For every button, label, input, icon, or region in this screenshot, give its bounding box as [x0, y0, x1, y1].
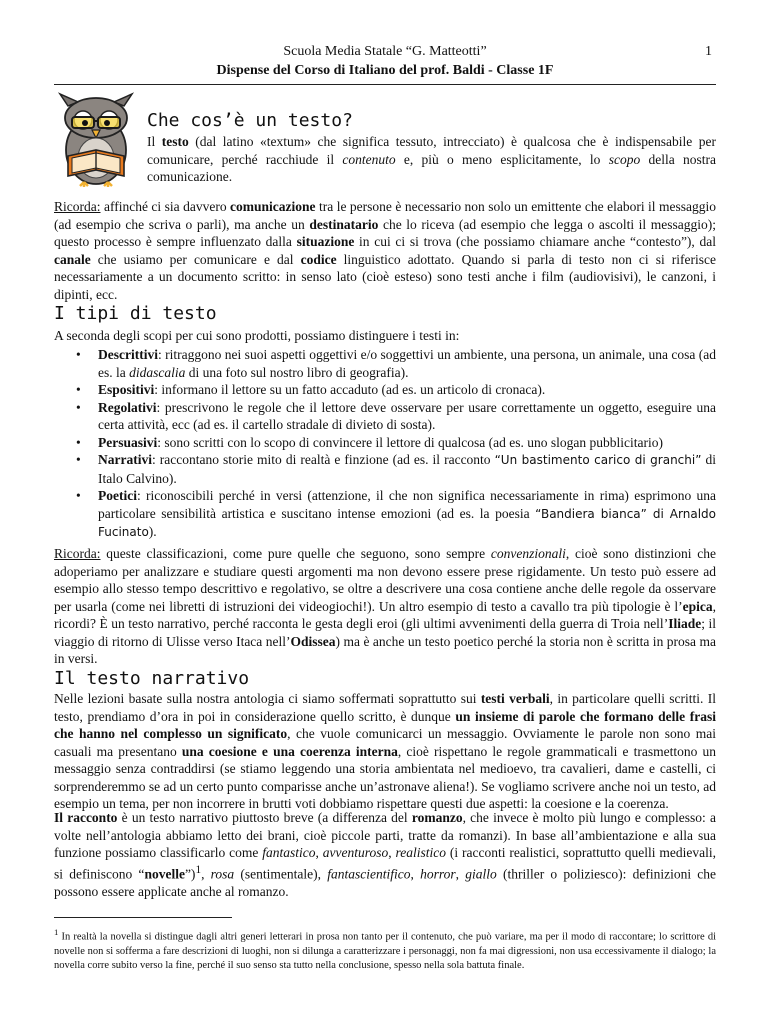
text-run: contenuto	[342, 151, 396, 167]
text-run: : sono scritti con lo scopo di convincere il lettore di qualcosa (ad es. uno slogan pubblicitario)	[157, 434, 663, 450]
list-item	[54, 487, 716, 542]
text-run: (sentimentale),	[234, 866, 328, 881]
text-run: Il	[147, 134, 162, 149]
narrative-paragraph-2	[54, 809, 716, 900]
text-run: che usiamo per comunicare e dal	[90, 251, 301, 267]
text-run: tra le persone è necessario non solo un emittente che elabori il messaggio (ad esempio che scriva o parli), ma anche un	[54, 199, 716, 232]
text-run: , che invece è molto più lungo e complesso: a volte nell’antologia abbiamo letto dei brani, cioè piccole parti, tratte da romanzi). In base all’ambientazione e alla sua funzione possiamo classificarlo come	[54, 810, 716, 860]
text-run: scopo	[608, 151, 641, 167]
text-run: codice	[300, 251, 337, 267]
narrative-paragraph-1	[54, 690, 716, 813]
bullet-icon: •	[76, 382, 81, 397]
text-run: (dal latino «textum» che significa tessuto, intrecciato) è qualcosa che è indispensabile per comunicare, perché racchiude il	[147, 134, 716, 167]
header-rule	[54, 84, 716, 85]
text-run: Narrativi	[98, 452, 152, 467]
text-run: destinatario	[309, 216, 379, 232]
text-run: comunicazione	[230, 199, 316, 214]
list-item	[54, 434, 716, 452]
text-run: Poetici	[98, 488, 137, 503]
bullet-icon: •	[76, 488, 81, 503]
text-run: ).	[148, 524, 157, 539]
text-run: una coesione e una coerenza interna	[181, 743, 398, 759]
ricorda-paragraph-1	[54, 198, 716, 303]
text-run: Espositivi	[98, 382, 155, 397]
text-run: testo	[161, 134, 189, 149]
text-types-list	[54, 346, 716, 542]
text-run: Regolativi	[98, 399, 157, 415]
list-item	[54, 451, 716, 487]
text-run: novelle	[144, 866, 185, 881]
page-number: 1	[705, 44, 712, 59]
text-run: Nelle lezioni basate sulla nostra antologia ci siamo soffermati soprattutto sui	[54, 691, 481, 706]
text-run: epica	[682, 598, 713, 614]
list-item	[54, 399, 716, 434]
text-run: convenzionali	[490, 546, 566, 561]
text-run: Iliade	[668, 616, 702, 631]
text-run: Il racconto	[54, 810, 118, 825]
footnote-rule	[54, 917, 232, 918]
bullet-icon: •	[76, 452, 81, 467]
text-run: Ricorda:	[54, 199, 101, 214]
text-run: “Bandiera bianca” di Arnaldo Fucinato	[98, 506, 716, 539]
text-run: fantascientifico	[327, 866, 411, 881]
text-run: Ricorda:	[54, 546, 101, 561]
text-run: affinché ci sia davvero	[100, 199, 231, 214]
text-run: ) ma è anche un testo poetico perché la storia non è scritta in prosa ma in versi.	[54, 633, 716, 666]
text-run: di Italo Calvino).	[98, 452, 716, 486]
course-title: Dispense del Corso di Italiano del prof. Baldi - Classe 1F	[216, 63, 554, 78]
text-run: giallo	[465, 866, 497, 881]
text-run: rosa	[210, 866, 235, 881]
text-run: ; il viaggio di ritorno di Ulisse verso Itaca nell’	[54, 616, 716, 649]
text-run: ,	[455, 866, 466, 881]
text-run: : prescrivono le regole che il lettore deve osservare per usare correttamente un oggetto, eseguire una certa attività, ecc (ad es. il cartello stradale di divieto di sosta).	[98, 399, 716, 432]
text-run: : ritraggono nei suoi aspetti oggettivi e/o soggettivi un ambiente, una persona, un animale, una cosa (ad es. la	[98, 347, 716, 380]
text-run: ,	[410, 866, 421, 881]
text-run: e, più o meno esplicitamente, lo	[395, 151, 609, 167]
text-run: : riconoscibili perché in versi (attenzione, il che non significa necessariamente in rima) esprimono una particolare sensibilità artistica e suscitano intense emozioni (ad es. la poesia	[98, 488, 716, 521]
text-run: 1	[195, 863, 202, 876]
bullet-icon: •	[76, 399, 81, 415]
text-run: fantastico	[262, 845, 316, 860]
list-item	[54, 381, 716, 399]
bullet-icon: •	[76, 347, 81, 362]
text-run: , cioè sono distinzioni che adoperiamo per analizzare e studiare questi argomenti ma non devono essere prese rigidamente. Un testo può essere ad esempio allo stesso tempo descrittivo e regolativo, se oltre a descrivere una cosa contiene anche delle regole da osservare per usarla (come nei libretti di istruzioni dei videogiochi!). Un altro esempio di testo a cavallo tra più tipologie è l’	[54, 546, 716, 614]
intro-paragraph	[147, 133, 716, 186]
text-run: Descrittivi	[98, 347, 158, 362]
list-item	[54, 346, 716, 381]
text-run: “Un bastimento carico di granchi”	[494, 453, 702, 467]
text-run: , ricordi? È un testo narrativo, perché racconta le gesta degli eroi (gli ultimi avvenimenti della guerra di Troia nell’	[54, 598, 716, 631]
text-types-lead: A seconda degli scopi per cui sono prodotti, possiamo distinguere i testi in:	[54, 328, 460, 343]
text-run: , che vuole comunicarci un messaggio. Ovviamente le parole non sono mai casuali ma presentano	[54, 726, 716, 759]
text-run: realistico	[395, 845, 447, 860]
text-run: della nostra comunicazione.	[147, 151, 716, 184]
text-run: (i racconti realistici, soprattutto quelli medievali, si definiscono “	[54, 845, 717, 881]
text-run: queste classificazioni, come pure quelle che seguono, sono sempre	[100, 546, 491, 561]
text-run: ,	[315, 845, 323, 860]
text-run: Persuasivi	[98, 434, 158, 450]
bullet-icon: •	[76, 434, 81, 450]
footnote	[54, 925, 716, 973]
section-title-what-is-text: Che cos’è un testo?	[147, 110, 353, 131]
text-run: : raccontano storie mito di realtà e finzione (ad es. il racconto	[151, 452, 495, 467]
text-run: ,	[201, 866, 211, 881]
text-run: In realtà la novella si distingue dagli altri generi letterari in prosa non tanto per il contenuto, che può variare, ma per il modo di raccontare; lo scrittore di novelle non si sofferma a fare descrizioni di luoghi, non si dilunga a caratterizzare i personaggi, non fa mai digressioni, non usa eccessivamente il dialogo; la novella corre subito verso la fine, perché il suo senso sta tutto nella conclusione, spesso nella sola battuta finale.	[54, 931, 716, 971]
text-run: ”)	[184, 866, 196, 881]
text-run: che lo riceva (ad esempio che legga o ascolti il messaggio); questo processo è sempre influenzato dalla	[54, 216, 716, 249]
section-title-narrative-text: Il testo narrativo	[54, 668, 250, 689]
owl-reading-book-icon	[54, 92, 138, 188]
text-run: (thriller o poliziesco): definizioni che possono essere applicate anche al romanzo.	[54, 866, 717, 899]
text-run: situazione	[296, 234, 355, 249]
text-run: di una foto sul nostro libro di geografia).	[185, 364, 409, 380]
text-run: 1	[54, 927, 59, 937]
text-run: : informano il lettore su un fatto accaduto (ad es. un articolo di cronaca).	[154, 382, 546, 397]
text-run: è un testo narrativo piuttosto breve (a differenza del	[117, 810, 412, 825]
text-run: ,	[388, 845, 396, 860]
text-run: testi verbali	[480, 691, 550, 706]
text-run: linguistico adottato. Quando si parla di testo non ci si riferisce necessariamente a un documento scritto: in senso lato (cioè esteso) sono testi anche i film (audiovisivi), le canzoni, i dipinti, ecc.	[54, 251, 716, 302]
text-run: avventuroso	[322, 845, 389, 860]
text-run: , in particolare quelli scritti. Il testo, prendiamo d’ora in poi in considerazione quello scritto, è dunque	[54, 691, 717, 724]
text-run: canale	[54, 251, 91, 267]
text-run: , cioè rispettano le regole grammaticali e trasmettono un messaggio senza contraddirsi (se stiamo leggendo una storia ambientata nel medioevo, tra cavalieri, dame e castelli, ci sorprenderemmo se ad un certo punto comparisse anche un’astronave aliena!). Se vogliamo scrivere anche noi un testo, ad esempio un tema, per non incorrere in brutti voti dobbiamo rispettare questi due aspetti: la coesione e la coerenza.	[54, 743, 717, 811]
text-run: in cui ci si trova (che possiamo chiamare anche “contesto”), dal	[354, 234, 716, 249]
text-run: horror	[420, 866, 456, 881]
ricorda-paragraph-2	[54, 545, 716, 668]
text-run: un insieme di parole che formano delle frasi che hanno nel complesso un significato	[54, 708, 716, 741]
text-run: Odissea	[290, 633, 336, 649]
text-run: didascalia	[129, 364, 186, 380]
section-title-text-types: I tipi di testo	[54, 303, 217, 324]
school-name: Scuola Media Statale “G. Matteotti”	[283, 44, 487, 59]
text-run: romanzo	[411, 810, 463, 825]
